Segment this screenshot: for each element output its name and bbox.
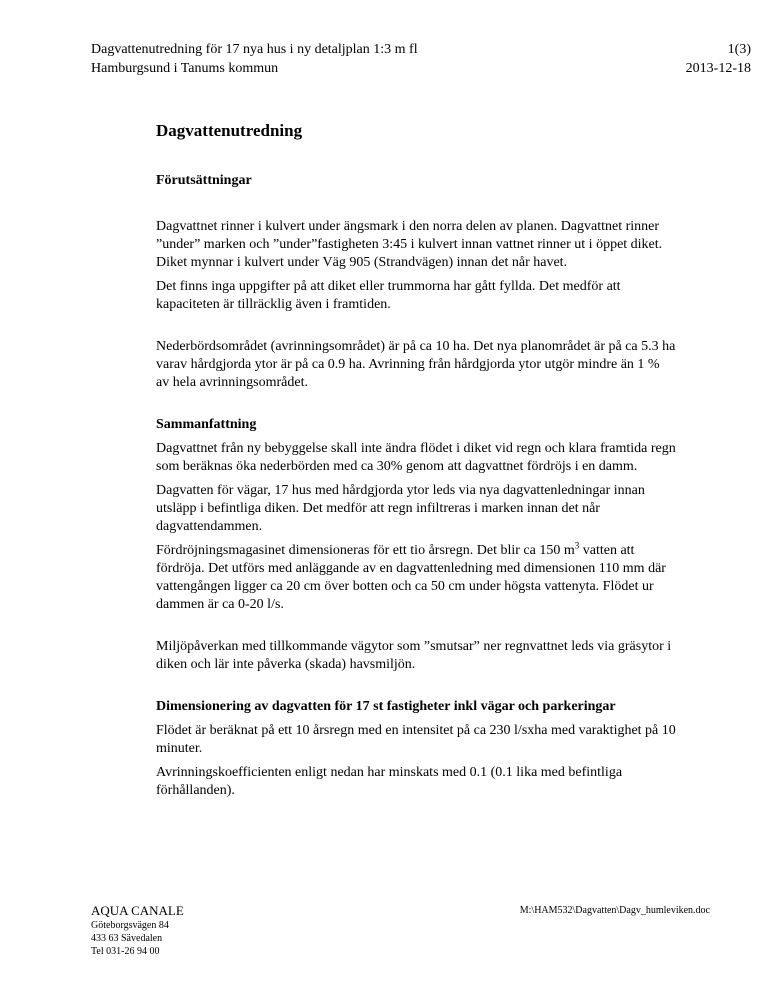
paragraph: Dagvatten för vägar, 17 hus med hårdgjorda ytor leds via nya dagvattenledningar innan utsläpp i befintliga diken. Det medför att regn infiltreras i marken innan det når dagvattendammen. xyxy=(156,483,645,534)
section-heading-dimensionering: Dimensionering av dagvatten för 17 st fastigheter inkl vägar och parkeringar xyxy=(156,699,616,714)
company-name: AQUA CANALE xyxy=(91,903,184,918)
address-line2: 433 63 Sävedalen xyxy=(91,933,163,944)
header-title-line1: Dagvattenutredning för 17 nya hus i ny detaljplan 1:3 m fl xyxy=(91,42,418,57)
paragraph: Det finns inga uppgifter på att diket eller trummorna har gått fyllda. Det medför att kapaciteten är tillräcklig även i framtiden. xyxy=(156,279,621,312)
document-body xyxy=(156,120,676,800)
paragraph: Miljöpåverkan med tillkommande vägytor som ”smutsar” ner regnvattnet leds via gräsytor i diken och lär inte påverka (skada) havsmiljön. xyxy=(156,639,672,672)
paragraph: Flödet är beräknat på ett 10 årsregn med en intensitet på ca 230 l/sxha med varaktighet på 10 minuter. xyxy=(156,723,676,756)
paragraph: Avrinningskoefficienten enligt nedan har minskats med 0.1 (0.1 lika med befintliga förhållanden). xyxy=(156,765,623,798)
paragraph-text: vatten att fördröja. Det utförs med anläggande av en dagvattenledning med dimensionen 110 mm där vattengången ligger ca 20 cm över botten och ca 50 cm under högsta vattenyta. Flödet ur dammen är ca 0-20 l/s. xyxy=(156,543,666,612)
address-line1: Göteborgsvägen 84 xyxy=(91,920,169,931)
document-title: Dagvattenutredning xyxy=(156,121,303,140)
page-header-right xyxy=(686,40,751,78)
paragraph-text: Fördröjningsmagasinet dimensioneras för ett tio årsregn. Det blir ca 150 m xyxy=(156,543,575,558)
section-heading-forutsattningar: Förutsättningar xyxy=(156,173,252,188)
file-path: M:\HAM532\Dagvatten\Dagv_humleviken.doc xyxy=(519,905,710,916)
paragraph xyxy=(156,542,676,614)
paragraph: Nederbördsområdet (avrinningsområdet) är på ca 10 ha. Det nya planområdet är på ca 5.3 ha varav hårdgjorda ytor är på ca 0.9 ha. Avrinning från hårdgjorda ytor utgör mindre än 1 % av hela avrinningsområdet. xyxy=(156,339,676,390)
superscript-3: 3 xyxy=(574,540,580,551)
header-title-line2: Hamburgsund i Tanums kommun xyxy=(91,61,279,76)
page-number: 1(3) xyxy=(727,42,751,57)
phone-number: Tel 031-26 94 00 xyxy=(91,946,160,957)
paragraph: Dagvattnet rinner i kulvert under ängsmark i den norra delen av planen. Dagvattnet rinner ”under” marken och ”under”fastigheten 3:45 i kulvert innan vattnet rinner ut i öppet diket. Diket mynnar i kulvert under Väg 905 (Strandvägen) innan det når havet. xyxy=(156,219,663,270)
header-date: 2013-12-18 xyxy=(685,61,751,76)
page-header-left xyxy=(91,40,418,78)
paragraph: Dagvattnet från ny bebyggelse skall inte ändra flödet i diket vid regn och klara framtida regn som beräknas öka nederbörden med ca 30% genom att dagvattnet fördröjs i en damm. xyxy=(156,441,676,474)
page-footer-left xyxy=(91,902,184,958)
section-heading-sammanfattning: Sammanfattning xyxy=(156,417,257,432)
